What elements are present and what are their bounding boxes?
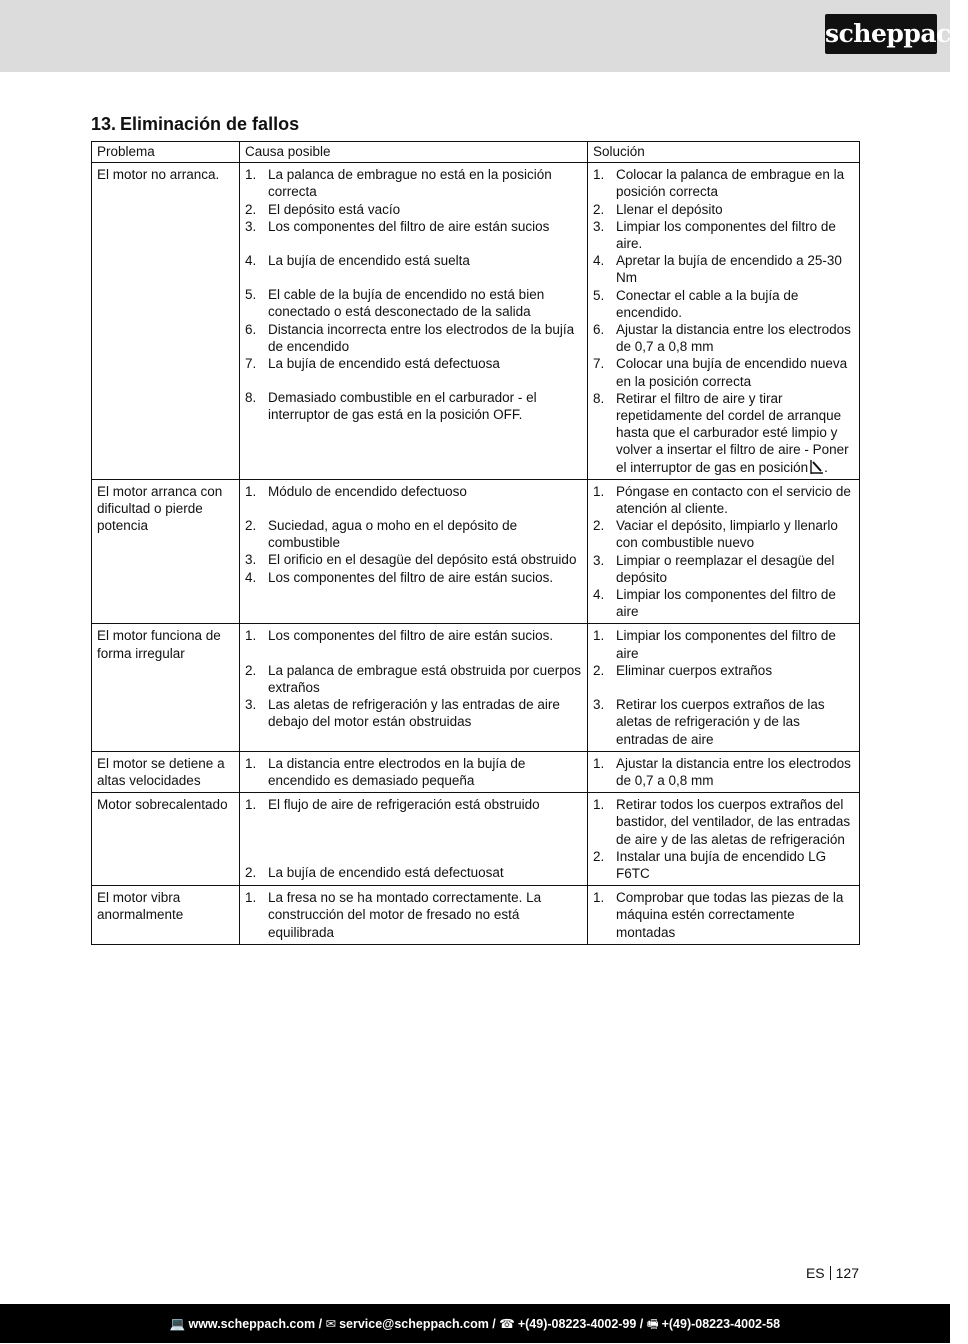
solution-list [593, 483, 854, 621]
solution-cell [588, 163, 860, 480]
solution-item-number: 1. [593, 167, 605, 183]
solution-item-text: Póngase en contacto con el servicio de atención al cliente. [616, 483, 851, 517]
solution-item-text: Apretar la bujía de encendido a 25-30 Nm [616, 253, 842, 286]
solution-item-number: 1. [593, 755, 605, 771]
solution-item-number: 4. [593, 253, 605, 269]
solution-item [593, 662, 854, 679]
cause-cell [240, 886, 588, 945]
solution-item-text: Limpiar los componentes del filtro de aire. [616, 218, 836, 252]
cause-item-number: 1. [245, 755, 257, 771]
cause-item-number: 2. [245, 662, 257, 678]
solution-item-text: Retirar todos los cuerpos extraños del bastidor, del ventilador, de las entradas de aire y de las aletas de refrigeración [616, 797, 851, 847]
cause-item-text: Módulo de encendido defectuoso [268, 483, 467, 499]
cause-list [245, 166, 582, 423]
cause-cell [240, 793, 588, 886]
cause-item-number: 8. [245, 390, 257, 406]
header-bar [0, 0, 950, 72]
cause-list [245, 796, 582, 881]
table-row [92, 624, 860, 751]
page-separator [830, 1266, 831, 1280]
solution-item-suffix: . [824, 459, 828, 475]
cause-item [245, 662, 582, 696]
cause-list [245, 627, 582, 730]
cause-item-text: La palanca de embrague no está en la posición correcta [268, 167, 552, 200]
table-row [92, 163, 860, 480]
cause-item [245, 355, 582, 372]
solution-item-text: Colocar una bujía de encendido nueva en la posición correcta [616, 356, 848, 389]
cause-item [245, 864, 582, 881]
solution-item-text: Limpiar o reemplazar el desagüe del depósito [616, 552, 835, 585]
contact-text[interactable]: service@scheppach.com / [339, 1317, 496, 1331]
cause-item [245, 569, 582, 586]
fax-icon: 🖷 [646, 1316, 659, 1331]
cause-item-text: Los componentes del filtro de aire están sucios. [268, 628, 554, 644]
solution-item [593, 627, 854, 661]
solution-item-number: 1. [593, 483, 605, 499]
cause-item-text: La bujía de encendido está defectuosa [268, 356, 500, 372]
table-row [92, 751, 860, 792]
header-solucion: Solución [588, 142, 860, 163]
solution-item-text: Llenar el depósito [616, 201, 723, 217]
solution-item [593, 321, 854, 355]
solution-item-text: Limpiar los componentes del filtro de aire [616, 628, 836, 661]
solution-item-text: Eliminar cuerpos extraños [616, 662, 773, 678]
solution-item-text: Ajustar la distancia entre los electrodos de 0,7 a 0,8 mm [616, 322, 851, 355]
cause-item-text: La bujía de encendido está defectuosat [268, 865, 504, 881]
solution-list [593, 755, 854, 789]
solution-item-number: 3. [593, 218, 605, 234]
cause-item-text: La bujía de encendido está suelta [268, 253, 470, 269]
solution-cell [588, 886, 860, 945]
solution-item-number: 3. [593, 552, 605, 568]
cause-item-text: Las aletas de refrigeración y las entradas de aire debajo del motor están obstruidas [268, 697, 560, 730]
cause-item [245, 252, 582, 269]
cause-item [245, 796, 582, 813]
problem-cell: El motor arranca con dificultad o pierde potencia [92, 479, 240, 624]
cause-item-number: 4. [245, 569, 257, 585]
cause-cell [240, 751, 588, 792]
cause-list [245, 889, 582, 941]
solution-item [593, 696, 854, 748]
solution-item [593, 755, 854, 789]
cause-item-text: Suciedad, agua o moho en el depósito de combustible [268, 518, 518, 551]
solution-item-number: 2. [593, 662, 605, 678]
table-row [92, 886, 860, 945]
cause-item [245, 201, 582, 218]
solution-item [593, 201, 854, 218]
cause-item [245, 483, 582, 500]
cause-item [245, 551, 582, 568]
scheppach-logo: scheppach [825, 14, 937, 54]
solution-list [593, 796, 854, 882]
solution-item-text: Limpiar los componentes del filtro de aire [616, 587, 836, 620]
section-heading [91, 114, 299, 135]
page-number-block [806, 1265, 859, 1281]
problem-cell: El motor funciona de forma irregular [92, 624, 240, 751]
cause-item-number: 6. [245, 321, 257, 337]
solution-item [593, 390, 854, 476]
cause-item [245, 321, 582, 355]
section-title: Eliminación de fallos [120, 114, 300, 134]
cause-item [245, 517, 582, 551]
solution-item-text: Colocar la palanca de embrague en la posición correcta [616, 167, 845, 200]
cause-item-text: La palanca de embrague está obstruida por cuerpos extraños [268, 662, 581, 695]
solution-cell [588, 793, 860, 886]
solution-item [593, 218, 854, 252]
cause-item-number: 4. [245, 253, 257, 269]
cause-item [245, 286, 582, 320]
page-number: 127 [835, 1265, 859, 1281]
header-problema: Problema [92, 142, 240, 163]
solution-item-number: 1. [593, 797, 605, 813]
cause-item-number: 2. [245, 201, 257, 217]
cause-item-number: 7. [245, 356, 257, 372]
cause-item [245, 627, 582, 644]
solution-item-text: Instalar una bujía de encendido LG F6TC [616, 848, 827, 881]
solution-cell [588, 751, 860, 792]
phone-icon: ☎ [499, 1316, 515, 1331]
solution-item-number: 8. [593, 390, 605, 406]
solution-item-number: 4. [593, 587, 605, 603]
cause-item [245, 889, 582, 941]
solution-item [593, 252, 854, 286]
cause-cell [240, 624, 588, 751]
solution-item [593, 552, 854, 586]
solution-item-text: Conectar el cable a la bujía de encendido. [616, 287, 799, 320]
cause-item-number: 1. [245, 483, 257, 499]
cause-item [245, 755, 582, 789]
cause-item-text: La distancia entre electrodos en la bujía de encendido es demasiado pequeña [268, 755, 526, 788]
solution-item-number: 1. [593, 628, 605, 644]
solution-list [593, 889, 854, 941]
cause-item-text: Demasiado combustible en el carburador - el interruptor de gas está en la posición OFF. [268, 390, 537, 423]
cause-item-number: 1. [245, 890, 257, 906]
choke-switch-icon [810, 460, 824, 474]
section-number: 13. [91, 114, 117, 134]
solution-item-text: Ajustar la distancia entre los electrodos de 0,7 a 0,8 mm [616, 755, 851, 788]
solution-item [593, 586, 854, 620]
solution-item-text: Retirar el filtro de aire y tirar repetidamente del cordel de arranque hasta que el carburador esté limpio y volver a insertar el filtro de aire - Poner el interruptor de gas en posición [616, 390, 849, 475]
contact-text[interactable]: www.scheppach.com / [188, 1317, 323, 1331]
computer-icon: 💻 [169, 1316, 186, 1331]
solution-item [593, 796, 854, 848]
cause-item-number: 3. [245, 218, 257, 234]
cause-item-number: 2. [245, 865, 257, 881]
solution-item [593, 848, 854, 882]
cause-item-number: 1. [245, 628, 257, 644]
problem-cell: El motor no arranca. [92, 163, 240, 480]
cause-item [245, 218, 582, 235]
solution-list [593, 166, 854, 476]
solution-item [593, 166, 854, 200]
solution-item-number: 2. [593, 518, 605, 534]
contact-bar [0, 1304, 950, 1343]
solution-list [593, 627, 854, 747]
cause-item-number: 1. [245, 797, 257, 813]
solution-cell [588, 624, 860, 751]
cause-item-text: La fresa no se ha montado correctamente. La construcción del motor de fresado no está equilibrada [268, 890, 542, 940]
problem-cell: El motor se detiene a altas velocidades [92, 751, 240, 792]
solution-item [593, 483, 854, 517]
solution-item [593, 287, 854, 321]
solution-cell [588, 479, 860, 624]
cause-item-text: El flujo de aire de refrigeración está obstruido [268, 797, 540, 813]
header-causa-posible: Causa posible [240, 142, 588, 163]
solution-item-text: Comprobar que todas las piezas de la máquina estén correctamente montadas [616, 890, 844, 940]
table-body [92, 163, 860, 945]
solution-item-number: 3. [593, 697, 605, 713]
contact-text: +(49)-08223-4002-58 [661, 1317, 781, 1331]
problem-cell: El motor vibra anormalmente [92, 886, 240, 945]
cause-item-number: 5. [245, 287, 257, 303]
cause-item-number: 1. [245, 167, 257, 183]
solution-item-number: 7. [593, 356, 605, 372]
cause-item-text: El cable de la bujía de encendido no está bien conectado o está desconectado de la salida [268, 287, 545, 320]
solution-item [593, 517, 854, 551]
cause-list [245, 483, 582, 586]
cause-item [245, 166, 582, 200]
cause-item-text: Los componentes del filtro de aire están sucios. [268, 569, 554, 585]
mail-icon: ✉ [325, 1316, 337, 1331]
cause-item-text: El orificio en el desagüe del depósito está obstruido [268, 552, 577, 568]
cause-item-number: 3. [245, 552, 257, 568]
cause-item [245, 389, 582, 423]
solution-item-number: 2. [593, 201, 605, 217]
cause-item [245, 696, 582, 730]
contact-text: +(49)-08223-4002-99 / [517, 1317, 644, 1331]
solution-item-text: Vaciar el depósito, limpiarlo y llenarlo con combustible nuevo [616, 518, 838, 551]
cause-item-number: 2. [245, 518, 257, 534]
solution-item-text: Retirar los cuerpos extraños de las aletas de refrigeración y de las entradas de aire [616, 697, 825, 747]
table-row [92, 479, 860, 624]
cause-list [245, 755, 582, 789]
cause-cell [240, 163, 588, 480]
troubleshooting-table [91, 141, 860, 945]
problem-cell: Motor sobrecalentado [92, 793, 240, 886]
table-header-row [92, 142, 860, 163]
cause-item-text: Los componentes del filtro de aire están sucios [268, 218, 550, 234]
solution-item [593, 889, 854, 941]
cause-item-number: 3. [245, 697, 257, 713]
table-row [92, 793, 860, 886]
cause-cell [240, 479, 588, 624]
solution-item-number: 2. [593, 848, 605, 864]
cause-item-text: El depósito está vacío [268, 201, 401, 217]
solution-item-number: 6. [593, 322, 605, 338]
solution-item-number: 5. [593, 287, 605, 303]
cause-item-text: Distancia incorrecta entre los electrodos de la bujía de encendido [268, 321, 575, 354]
language-code: ES [805, 1265, 825, 1281]
solution-item [593, 355, 854, 389]
solution-item-number: 1. [593, 890, 605, 906]
